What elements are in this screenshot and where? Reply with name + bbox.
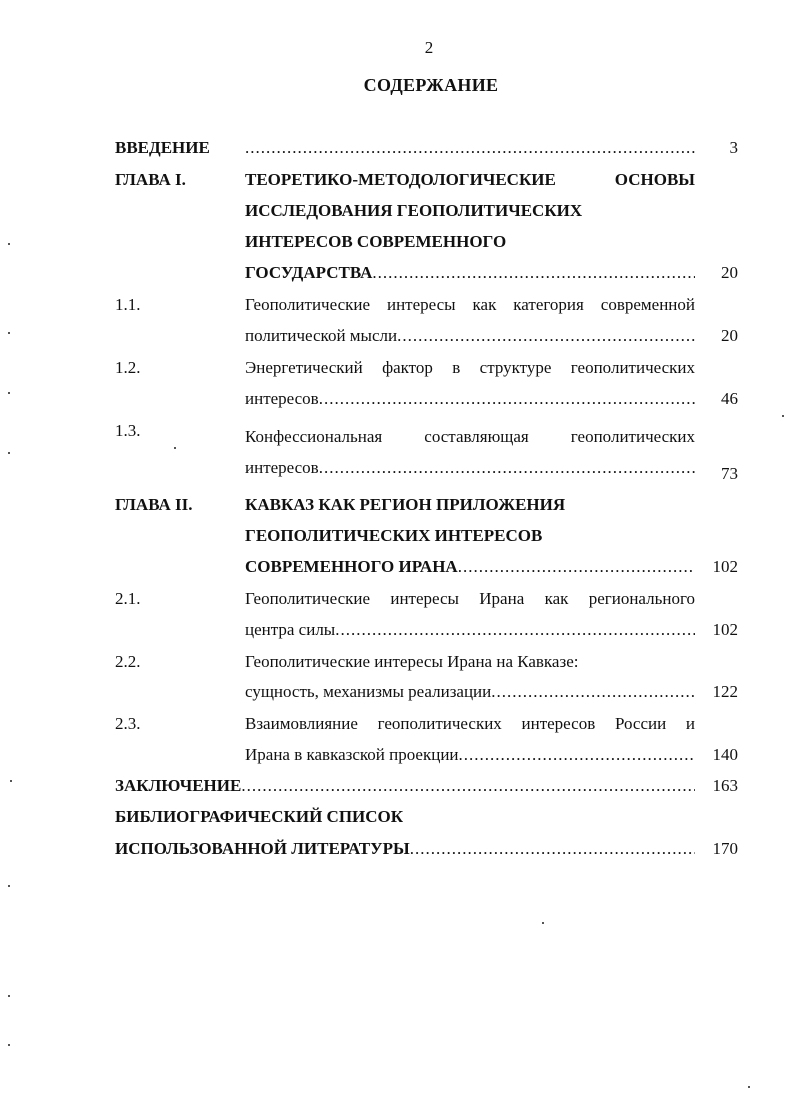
toc-section-1-1-title-end: политической мысли [245,326,398,345]
toc-chapter1-title-last: ГОСУДАРСТВА [245,263,373,282]
toc-conclusion [115,775,695,797]
toc-chapter2-title-last: СОВРЕМЕННОГО ИРАНА [245,557,458,576]
scan-speck [782,415,784,417]
toc-intro-label: ВВЕДЕНИЕ [115,138,210,157]
toc-section-2-3-number: 2.3. [115,714,141,733]
scan-speck [8,1044,10,1046]
toc-section-2-1-page: 102 [712,620,738,639]
scan-speck [8,332,10,334]
scan-speck [8,392,10,394]
toc-section-2-2-title-end: сущность, механизмы реализации [245,682,492,701]
toc-section-2-1-number: 2.1. [115,589,141,608]
toc-chapter2-title-line3 [245,556,695,578]
page-title: СОДЕРЖАНИЕ [363,75,499,95]
scan-speck [542,922,544,924]
toc-chapter1-title-line3: ИНТЕРЕСОВ СОВРЕМЕННОГО [245,232,507,251]
toc-section-2-3-page: 140 [712,745,738,764]
toc-section-2-2-number: 2.2. [115,652,141,671]
toc-section-1-2-page: 46 [721,389,738,408]
toc-conclusion-label: ЗАКЛЮЧЕНИЕ [115,776,242,795]
toc-intro-page: 3 [729,138,738,157]
page-number: 2 [424,38,434,57]
scan-speck [8,885,10,887]
toc-section-2-3-line1: Взаимовлияние геополитических интересов России и [245,714,695,733]
toc-chapter2-title-line1: КАВКАЗ КАК РЕГИОН ПРИЛОЖЕНИЯ [245,495,566,514]
toc-section-1-3-title-end: интересов [245,458,319,477]
toc-chapter1-page: 20 [721,263,738,282]
toc-section-1-2-line2 [245,388,695,410]
toc-section-2-3-line2 [245,744,695,766]
toc-section-1-3-line1: Конфессиональная составляющая геополитических [245,427,695,446]
toc-chapter1-title-line2: ИССЛЕДОВАНИЯ ГЕОПОЛИТИЧЕСКИХ [245,201,583,220]
toc-section-1-3-number: 1.3. [115,421,141,440]
toc-section-1-1-page: 20 [721,326,738,345]
toc-chapter2-page: 102 [712,557,738,576]
toc-section-1-1-number: 1.1. [115,295,141,314]
toc-section-1-3-page: 73 [721,464,738,483]
toc-section-1-2-number: 1.2. [115,358,141,377]
toc-intro-leader [245,137,695,159]
scan-speck [174,447,176,449]
toc-chapter2-label: ГЛАВА II. [115,495,193,514]
toc-section-2-1-line1: Геополитические интересы Ирана как регионального [245,589,695,608]
toc-section-2-1-line2 [245,619,695,641]
toc-section-1-2-line1: Энергетический фактор в структуре геополитических [245,358,695,377]
scan-speck [8,243,10,245]
toc-section-1-2-title-end: интересов [245,389,319,408]
toc-section-2-2-line2 [245,681,695,703]
toc-bibliography-line2 [115,838,695,860]
toc-chapter2-title-line2: ГЕОПОЛИТИЧЕСКИХ ИНТЕРЕСОВ [245,526,543,545]
toc-bibliography-line1: БИБЛИОГРАФИЧЕСКИЙ СПИСОК [115,807,404,826]
toc-chapter1-title-line4 [245,262,695,284]
scan-speck [10,780,12,782]
toc-bibliography-page: 170 [712,839,738,858]
scan-speck [8,995,10,997]
toc-section-2-2-line1: Геополитические интересы Ирана на Кавказе: [245,652,579,671]
toc-section-2-1-title-end: центра силы [245,620,336,639]
toc-section-1-3-line2 [245,457,695,479]
toc-section-1-1-line1: Геополитические интересы как категория современной [245,295,695,314]
toc-chapter1-label: ГЛАВА I. [115,170,186,189]
toc-conclusion-page: 163 [712,776,738,795]
toc-section-1-1-line2 [245,325,695,347]
scan-speck [8,452,10,454]
scan-speck [748,1086,750,1088]
toc-section-2-2-page: 122 [712,682,738,701]
toc-bibliography-title-end: ИСПОЛЬЗОВАННОЙ ЛИТЕРАТУРЫ [115,839,410,858]
toc-chapter1-title-line1: ТЕОРЕТИКО-МЕТОДОЛОГИЧЕСКИЕ ОСНОВЫ [245,170,695,189]
toc-section-2-3-title-end: Ирана в кавказской проекции [245,745,459,764]
